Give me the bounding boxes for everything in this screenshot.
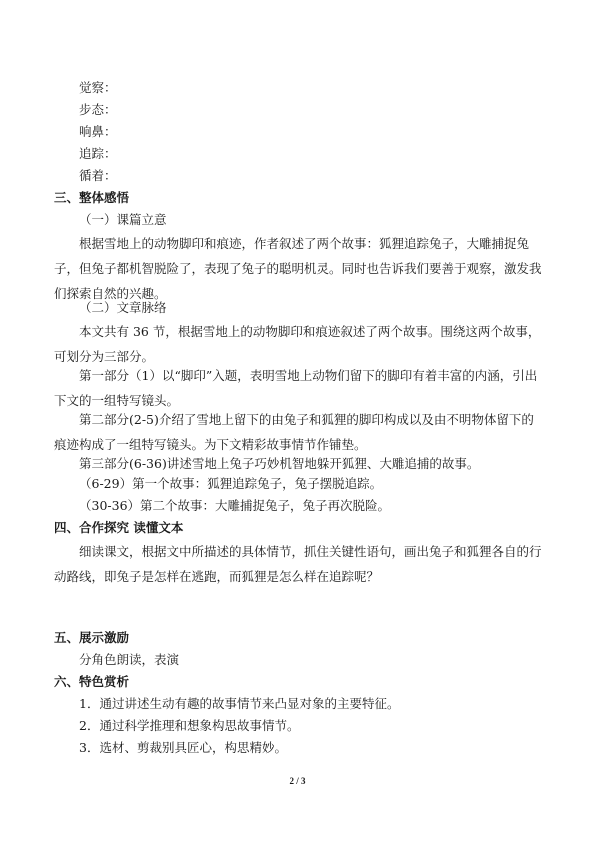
paragraph-part-two: 第二部分(2-5)介绍了雪地上留下的由兔子和狐狸的脚印构成以及由不明物体留下的痕迹构成了一组特写镜头。为下文精彩故事情节作铺垫。 [54, 412, 534, 452]
section-heading-4: 四、合作探究 读懂文本 [54, 520, 184, 535]
paragraph-structure-intro: 本文共有 36 节，根据雪地上的动物脚印和痕迹叙述了两个故事。围绕这两个故事，可划分为三部分。 [54, 324, 541, 364]
feature-item-1: 1．通过讲述生动有趣的故事情节来凸显对象的主要特征。 [79, 696, 400, 711]
paragraph-part-one: 第一部分（1）以“脚印”入题，表明雪地上动物们留下的脚印有着丰富的内涵，引出下文的一组特写镜头。 [54, 368, 538, 408]
vocab-item-juecha: 觉察： [79, 80, 117, 95]
story-one: （6-29）第一个故事：狐狸追踪兔子，兔子摆脱追踪。 [79, 476, 383, 491]
paragraph-theme: 根据雪地上的动物脚印和痕迹，作者叙述了两个故事：狐狸追踪兔子，大雕捕捉兔子，但兔子都机智脱险了，表现了兔子的聪明机灵。同时也告诉我们要善于观察，激发我们探索自然的兴趣。 [54, 236, 542, 301]
section-heading-5: 五、展示激励 [54, 630, 130, 645]
story-two: （30-36）第二个故事：大雕捕捉兔子，兔子再次脱险。 [79, 498, 391, 513]
paragraph-part-three: 第三部分(6-36)讲述雪地上兔子巧妙机智地躲开狐狸、大雕追捕的故事。 [79, 456, 480, 471]
paragraph-roleplay: 分角色朗读，表演 [79, 652, 180, 667]
feature-item-2: 2．通过科学推理和想象构思故事情节。 [79, 718, 300, 733]
vocab-item-xunzhe: 循着： [79, 168, 117, 183]
section-heading-3: 三、整体感悟 [54, 190, 130, 205]
subheading-theme: （一）课篇立意 [79, 212, 167, 227]
paragraph-exploration: 细读课文，根据文中所描述的具体情节，抓住关键性语句，画出兔子和狐狸各自的行动路线，即兔子是怎样在逃跑，而狐狸是怎么样在追踪呢？ [54, 544, 542, 584]
vocab-item-zhuizong: 追踪： [79, 146, 117, 161]
feature-item-3: 3．选材、剪裁别具匠心，构思精妙。 [79, 740, 287, 755]
section-heading-6: 六、特色赏析 [54, 674, 130, 689]
vocab-item-xiangbi: 响鼻： [79, 124, 117, 139]
subheading-structure: （二）文章脉络 [79, 300, 167, 315]
page-number: 2 / 3 [289, 776, 306, 786]
vocab-item-butai: 步态： [79, 102, 117, 117]
